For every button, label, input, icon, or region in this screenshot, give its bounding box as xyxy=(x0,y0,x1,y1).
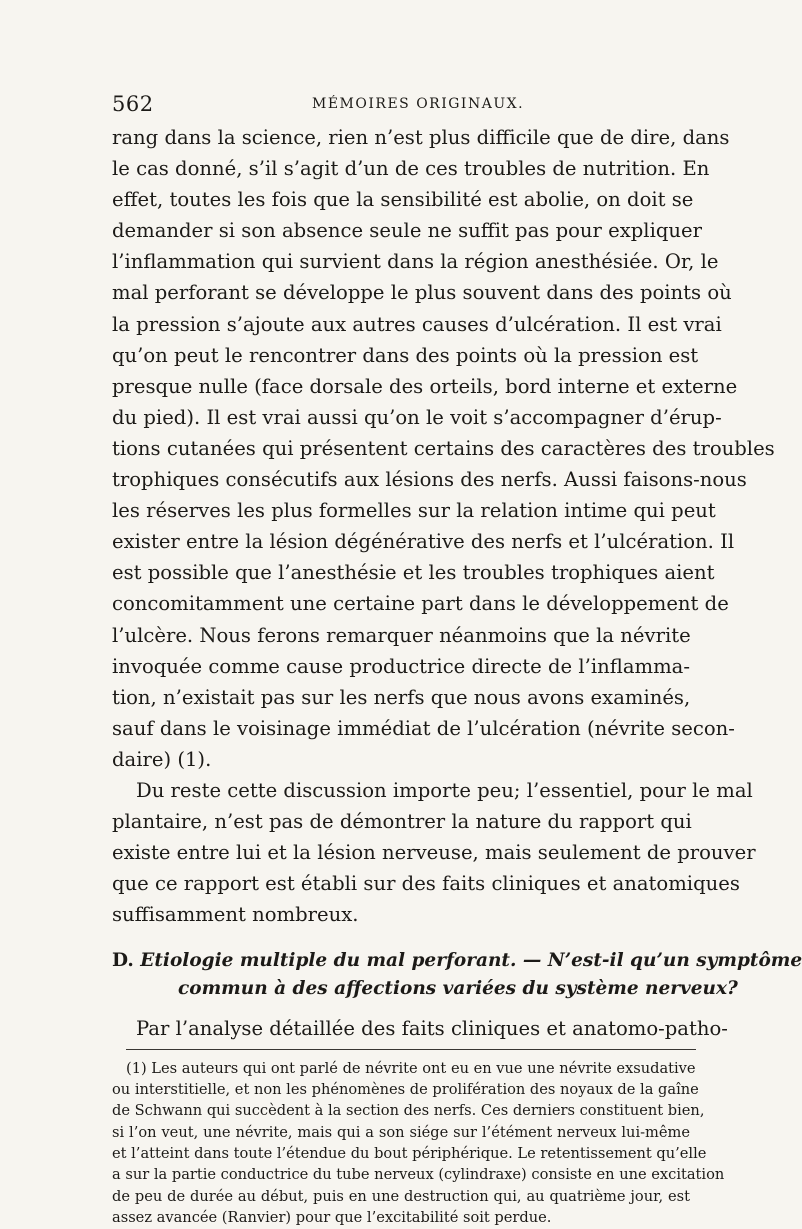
text-line: rang dans la science, rien n’est plus difficile que de dire, dans xyxy=(112,126,730,149)
section-title-part-2: commun à des affections variées du système nerveux? xyxy=(178,978,738,1000)
paragraph-1 xyxy=(112,122,775,775)
text-line: tions cutanées qui présentent certains des caractères des troubles xyxy=(112,436,775,460)
footnote-line: ou interstitielle, et non les phénomènes de prolifération des noyaux de la gaîne xyxy=(112,1080,699,1098)
text-line: qu’on peut le rencontrer dans des points où la pression est xyxy=(112,343,699,367)
footnote-rule xyxy=(126,1049,696,1050)
text-line: l’inflammation qui survient dans la région anesthésiée. Or, le xyxy=(112,250,719,274)
text-line: presque nulle (face dorsale des orteils, bord interne et externe xyxy=(112,374,738,398)
text-line: effet, toutes les fois que la sensibilité est abolie, on doit se xyxy=(112,188,694,212)
page-number: 562 xyxy=(112,92,154,116)
footnote-line: (1) Les auteurs qui ont parlé de névrite ont eu en vue une névrite exsudative xyxy=(126,1059,696,1077)
text-line: mal perforant se développe le plus souvent dans des points où xyxy=(112,281,732,305)
footnote xyxy=(112,1058,725,1229)
text-line: que ce rapport est établi sur des faits cliniques et anatomiques xyxy=(112,872,740,896)
text-line: invoquée comme cause productrice directe de l’inflamma- xyxy=(112,654,690,678)
section-heading xyxy=(112,947,802,1003)
text-line: plantaire, n’est pas de démontrer la nature du rapport qui xyxy=(112,810,692,834)
text-line: demander si son absence seule ne suffit pas pour expliquer xyxy=(112,219,702,243)
text-line: trophiques consécutifs aux lésions des nerfs. Aussi faisons-nous xyxy=(112,468,747,492)
page-header xyxy=(112,92,690,122)
text-line: concomitamment une certaine part dans le développement de xyxy=(112,592,729,616)
text-line: tion, n’existait pas sur les nerfs que nous avons examinés, xyxy=(112,685,691,709)
text-line: Par l’analyse détaillée des faits cliniques et anatomo-patho- xyxy=(136,1017,728,1041)
footnote-line: de Schwann qui succèdent à la section des nerfs. Ces derniers constituent bien, xyxy=(112,1102,705,1120)
text-line: exister entre la lésion dégénérative des nerfs et l’ulcération. Il xyxy=(112,530,735,554)
paragraph-2 xyxy=(112,775,756,930)
text-line: suffisamment nombreux. xyxy=(112,903,359,927)
text-line: la pression s’ajoute aux autres causes d’ulcération. Il est vrai xyxy=(112,312,722,336)
book-page xyxy=(112,92,802,1229)
text-line: Du reste cette discussion importe peu; l’essentiel, pour le mal xyxy=(136,778,753,802)
paragraph-3 xyxy=(112,1013,728,1044)
footnote-line: a sur la partie conductrice du tube nerveux (cylindraxe) consiste en une excitation xyxy=(112,1166,725,1184)
text-line: sauf dans le voisinage immédiat de l’ulcération (névrite secon- xyxy=(112,716,735,740)
text-line: daire) (1). xyxy=(112,747,212,771)
text-line: du pied). Il est vrai aussi qu’on le voit s’accompagner d’érup- xyxy=(112,405,722,429)
text-line: l’ulcère. Nous ferons remarquer néanmoins que la névrite xyxy=(112,623,691,647)
text-line: existe entre lui et la lésion nerveuse, mais seulement de prouver xyxy=(112,841,756,865)
section-label: D. xyxy=(112,950,134,972)
footnote-line: assez avancée (Ranvier) pour que l’excitabilité soit perdue. xyxy=(112,1209,552,1227)
footnote-line: et l’atteint dans toute l’étendue du bout périphérique. Le retentissement qu’elle xyxy=(112,1145,707,1163)
footnote-line: si l’on veut, une névrite, mais qui a son siége sur l’étément nerveux lui-même xyxy=(112,1123,690,1141)
section-heading-line-1 xyxy=(112,947,802,975)
text-line: le cas donné, s’il s’agit d’un de ces troubles de nutrition. En xyxy=(112,157,710,181)
section-title-part-1: Etiologie multiple du mal perforant. — N’est-il qu’un symptôme xyxy=(140,950,802,972)
running-head: MÉMOIRES ORIGINAUX. xyxy=(312,96,525,112)
footnote-line: de peu de durée au début, puis en une destruction qui, au quatrième jour, est xyxy=(112,1187,690,1205)
text-line: est possible que l’anesthésie et les troubles trophiques aient xyxy=(112,561,715,585)
text-line: les réserves les plus formelles sur la relation intime qui peut xyxy=(112,499,716,523)
